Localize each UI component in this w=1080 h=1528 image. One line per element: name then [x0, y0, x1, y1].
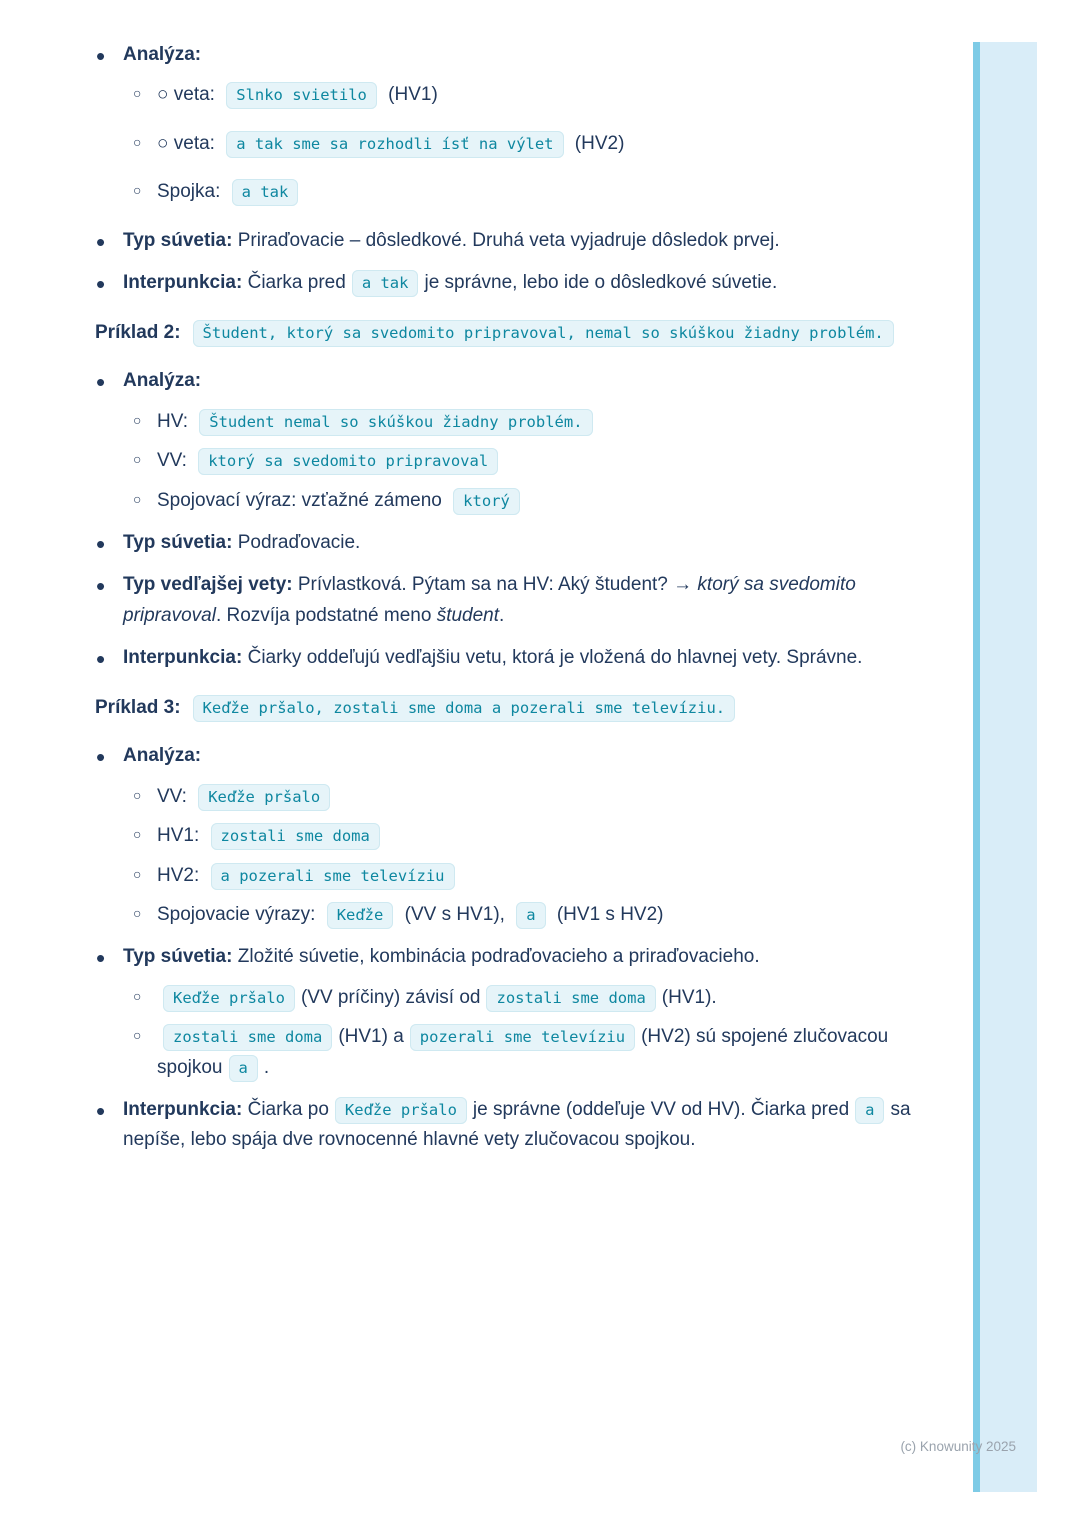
sub-list: [123, 80, 943, 207]
text-segment: Prívlastková. Pýtam sa na HV: Aký študent? →: [292, 574, 698, 596]
example-heading: [95, 689, 943, 727]
list-item-spojka: [133, 177, 943, 207]
bold-label: Analýza:: [123, 370, 202, 392]
bold-label: Typ súvetia:: [123, 229, 233, 251]
side-stripe-divider: [973, 42, 980, 1492]
example-heading: [95, 314, 943, 352]
italic-segment: ktorý sa svedomito pripravoval: [123, 574, 856, 626]
text-segment: HV2:: [157, 864, 200, 886]
text-segment: VV:: [157, 785, 187, 807]
list-item-interpunkcia: [95, 1095, 943, 1156]
text-segment: (VV s HV1),: [404, 904, 505, 926]
list-item-hv1: [133, 821, 943, 851]
list-item-spojovacie-vyrazy: [133, 900, 943, 930]
bold-label: Analýza:: [123, 44, 202, 65]
text-segment: .: [263, 1056, 270, 1078]
code-chip: zostali sme doma: [211, 823, 380, 850]
code-chip: a: [855, 1097, 884, 1124]
code-chip: pozerali sme televíziu: [410, 1024, 635, 1051]
sub-list: [123, 983, 943, 1083]
code-chip: zostali sme doma: [163, 1024, 332, 1051]
list-item-hv: [133, 407, 943, 437]
code-chip: a pozerali sme televíziu: [211, 863, 455, 890]
text-segment: Priraďovacie – dôsledkové. Druhá veta vyjadruje dôsledok prvej.: [232, 229, 780, 251]
code-chip: Keďže pršalo, zostali sme doma a pozerali sme televíziu.: [193, 695, 736, 722]
text-segment: VV:: [157, 450, 187, 472]
list-item-veta1: [133, 80, 943, 110]
code-chip: Študent nemal so skúškou žiadny problém.: [199, 409, 592, 436]
text-segment: ○ veta:: [157, 132, 215, 154]
code-chip: a: [229, 1055, 258, 1082]
list-item-analyza: [95, 40, 943, 208]
bold-label: Typ súvetia:: [123, 946, 233, 968]
text-segment: (HV1): [388, 84, 438, 106]
bullet-list-example3: [95, 741, 943, 1155]
bullet-list-example2: [95, 366, 943, 673]
list-item-veta2: [133, 129, 943, 159]
list-item-analyza: [95, 366, 943, 516]
text-segment: . Rozvíja podstatné meno: [215, 604, 437, 626]
bold-label: Interpunkcia:: [123, 647, 243, 669]
list-item-typ-suvetia: [95, 528, 943, 558]
code-chip: ktorý sa svedomito pripravoval: [198, 448, 498, 475]
list-item-typ-detail1: [133, 983, 943, 1013]
text-segment: HV:: [157, 410, 188, 432]
list-item-interpunkcia: [95, 268, 943, 298]
bold-label: Typ súvetia:: [123, 531, 233, 553]
list-item-typ-suvetia: [95, 226, 943, 256]
list-item-vv: [133, 446, 943, 476]
text-segment: HV1:: [157, 825, 200, 847]
list-item-hv2: [133, 861, 943, 891]
list-item-analyza: [95, 741, 943, 930]
code-chip: Keďže: [327, 902, 394, 929]
bold-label: Interpunkcia:: [123, 1098, 243, 1120]
text-segment: Čiarka po: [242, 1098, 329, 1120]
text-segment: (HV1 s HV2): [556, 904, 664, 926]
text-segment: Spojovacie výrazy:: [157, 904, 316, 926]
list-item-interpunkcia: [95, 643, 943, 673]
italic-segment: študent: [436, 604, 500, 626]
sub-list: [123, 407, 943, 516]
bold-label: Analýza:: [123, 745, 202, 767]
code-chip: Keďže pršalo: [163, 985, 295, 1012]
text-segment: Podraďovacie.: [232, 531, 361, 553]
text-segment: (HV1) a: [338, 1026, 404, 1048]
bullet-list-example1: [95, 40, 943, 298]
code-chip: a tak: [232, 179, 299, 206]
list-item-typ-vedlajsej-vety: [95, 570, 943, 631]
code-chip: zostali sme doma: [486, 985, 655, 1012]
text-segment: Čiarky oddeľujú vedľajšiu vetu, ktorá je vložená do hlavnej vety. Správne.: [242, 647, 863, 669]
text-segment: Zložité súvetie, kombinácia podraďovacieho a priraďovacieho.: [232, 946, 760, 968]
text-segment: je správne (oddeľuje VV od HV). Čiarka pred: [472, 1098, 850, 1120]
list-item-typ-detail2: [133, 1022, 943, 1083]
code-chip: Študent, ktorý sa svedomito pripravoval, nemal so skúškou žiadny problém.: [193, 320, 894, 347]
text-segment: Čiarka pred: [242, 271, 346, 293]
code-chip: ktorý: [453, 488, 520, 515]
code-chip: a: [516, 902, 545, 929]
text-segment: (HV2): [574, 132, 625, 154]
text-segment: Spojka:: [157, 181, 221, 203]
text-segment: (HV1).: [661, 986, 717, 1008]
code-chip: Slnko svietilo: [226, 82, 377, 109]
code-chip: a tak: [352, 270, 419, 297]
text-segment: .: [499, 604, 505, 626]
code-chip: a tak sme sa rozhodli ísť na výlet: [226, 131, 563, 158]
example-heading-label: Príklad 3:: [95, 697, 181, 719]
example-heading-label: Príklad 2:: [95, 322, 181, 344]
code-chip: Keďže pršalo: [335, 1097, 467, 1124]
copyright-watermark: (c) Knowunity 2025: [900, 1439, 1016, 1454]
text-segment: ○ veta:: [157, 84, 215, 106]
bold-label: Typ vedľajšej vety:: [123, 574, 293, 596]
text-segment: Spojovací výraz: vzťažné zámeno: [157, 489, 442, 511]
bold-label: Interpunkcia:: [123, 271, 243, 293]
list-item-spojovaci-vyraz: [133, 486, 943, 516]
sub-list: [123, 782, 943, 931]
list-item-typ-suvetia: [95, 942, 943, 1083]
side-band: [980, 42, 1037, 1492]
text-segment: (VV príčiny) závisí od: [300, 986, 481, 1008]
code-chip: Keďže pršalo: [198, 784, 330, 811]
list-item-vv: [133, 782, 943, 812]
text-segment: (HV2) sú spojené zlučovacou spojkou: [157, 1026, 889, 1078]
text-segment: sa nepíše, lebo spája dve rovnocenné hlavné vety zlučovacou spojkou.: [123, 1098, 911, 1151]
document-content: [95, 40, 943, 1168]
text-segment: je správne, lebo ide o dôsledkové súvetie.: [424, 271, 778, 293]
